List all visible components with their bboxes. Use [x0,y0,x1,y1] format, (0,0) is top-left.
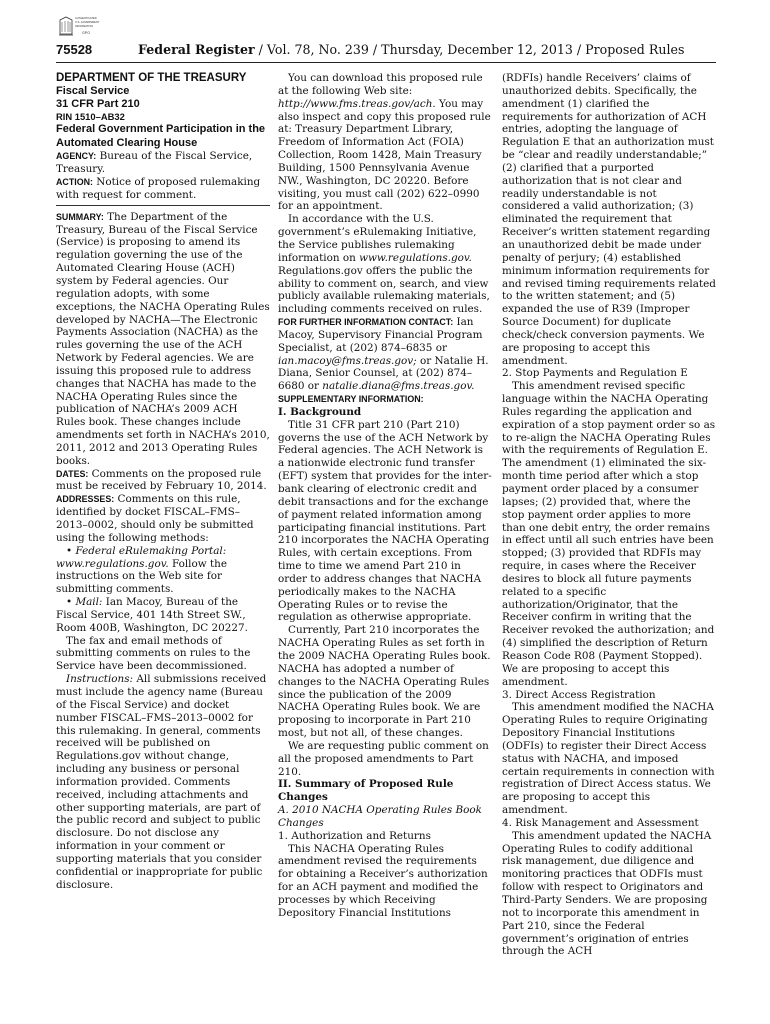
contact-text: Ian Macoy, Supervisory Financial Program Specialist, at (202) 874–6835 or [278,316,483,354]
summary-label: SUMMARY: [56,211,104,222]
item-1-paragraph: This NACHA Operating Rules amendment revised the requirements for obtaining a Receiver’s authorization for an ACH payment and modified the processes by which Receiving Depository Financial Institutions [278,842,488,919]
register-name: Federal Register [138,42,255,57]
summary-changes-heading: II. Summary of Proposed Rule Changes [278,778,454,804]
page-number: 75528 [56,42,93,57]
erulemaking-text-rest: Regulations.gov offers the public the ability to comment on, search, and view publicly available rulemaking materials, including comments received on rules. [278,264,490,316]
download-paragraph [278,72,492,213]
instructions-text: All submissions received must include the agency name (Bureau of the Fiscal Service) and docket number FISCAL–FMS–2013–0002 for this rulemaking. In general, comments received will be published on Regulations.gov without change, including any business or personal information provided. Comments received, including attachments and other supporting materials, are part of the public record and subject to public disclosure. Do not disclose any information in your comment or supporting materials that you consider confidential or inappropriate for public disclosure. [56,673,267,891]
dates-label: DATES: [56,468,89,479]
item-3-paragraph: This amendment modified the NACHA Operating Rules to require Originating Depository Financial Institutions (ODFIs) to register their Direct Access status with NACHA, and imposed certain requirements in connection with registration of Direct Access status. We are proposing to accept this amendment. [502,701,715,817]
gpo-seal-icon [56,14,102,38]
addresses-label: ADDRESSES: [56,494,115,505]
addresses-text: Comments on this rule, identified by docket FISCAL–FMS–2013–0002, should only be submitted using the following methods: [56,493,254,544]
column-3 [502,72,716,958]
mail-bullet: • Mail: Ian Macoy, Bureau of the Fiscal Service, 401 14th Street SW., Room 400B, Washington, DC 20227. [56,596,248,634]
agency-paragraph [56,150,270,176]
contact-paragraph [278,316,492,393]
logo-text-information: INFORMATION [75,25,93,28]
item-1-heading: 1. Authorization and Returns [278,829,431,842]
download-text-rest: You may also inspect and copy this proposed rule at: Treasury Department Library, Freedom of Information Act (FOIA) Collection, Room 1428, Main Treasury Building, 1500 Pennsylvania Avenue NW., Washington, DC 20220. Before visiting, you must call (202) 622–0990 for an appointment. [278,97,491,213]
action-paragraph [56,176,270,202]
erulemaking-text: In accordance with the U.S. government’s eRulemaking Initiative, the Service publishes rulemaking information on [278,213,477,264]
rdfi-paragraph: (RDFIs) handle Receivers’ claims of unauthorized debits. Specifically, the amendment (1) clarified the requirements for authorization of ACH entries, adopting the language of Regulation E that an authorization must be “clear and readily understandable;” (2) clarified that a purported authorization that is not clear and readily understandable is not considered a valid authorization; (3) eliminated the requirement that Receiver’s written statement regarding an unauthorized debit be made under penalty of perjury; (4) established minimum information requirements for and revised timing requirements related to the written statement; and (5) expanded the use of R39 (Improper Source Document) for duplicate check/check conversion payments. We are proposing to accept this amendment. [502,72,716,367]
header-rule [56,62,716,63]
logo-text-gpo: GPO [82,31,90,35]
summary-text: The Department of the Treasury, Bureau of the Fiscal Service (Service) is proposing to amend its regulation governing the use of the Automated Clearing House (ACH) system by Federal agencies. Our regulation adopts, with some exceptions, the NACHA Operating Rules developed by NACHA—The Electronic Payments Association (NACHA) as the rules governing the use of the ACH Network by Federal agencies. We are issuing this proposed rule to address changes that NACHA has made to the NACHA Operating Rules since the publication of NACHA’s 2009 ACH Rules book. These changes include amendments set forth in NACHA’s 2010, 2011, 2012 and 2013 Operating Rules books. [56,210,270,467]
item-4-paragraph: This amendment updated the NACHA Operating Rules to codify additional risk management, due diligence and monitoring practices that ODFIs must follow with respect to Originators and Third-Party Senders. We are proposing not to incorporate this amendment in Part 210, since the Federal government’s origination of entries through the ACH [502,829,712,958]
rule-title: Federal Government Participation in the Automated Clearing House [56,123,266,149]
item-4-heading: 4. Risk Management and Assessment [502,816,699,829]
action-text: Notice of proposed rulemaking with request for comment. [56,176,261,201]
item-2-heading: 2. Stop Payments and Regulation E [502,367,688,380]
instructions-paragraph [56,673,270,891]
instructions-label: Instructions: [66,673,134,686]
agency-text: Bureau of the Fiscal Service, Treasury. [56,150,253,176]
diana-email-link[interactable]: natalie.diana@fms.treas.gov. [322,380,475,393]
supplementary-label: SUPPLEMENTARY INFORMATION: [278,394,424,405]
section-divider [56,205,270,206]
contact-text-rest: or Natalie H. Diana, Senior Counsel, at (202) 874–6680 or [278,354,489,393]
item-3-heading: 3. Direct Access Registration [502,688,656,701]
logo-text-authenticated: AUTHENTICATED [75,17,97,20]
service-heading: Fiscal Service [56,84,130,97]
portal-label: Federal eRulemaking Portal: www.regulations.gov. [56,544,227,570]
mail-label: Mail: [75,596,103,609]
regulations-gov-link[interactable]: www.regulations.gov. [359,251,472,264]
summary-paragraph [56,211,270,468]
fax-paragraph: The fax and email methods of submitting comments on rules to the Service have been decommissioned. [56,634,251,673]
agency-label: AGENCY: [56,151,97,162]
issue-details: / Vol. 78, No. 239 / Thursday, December 12, 2013 / Proposed Rules [254,42,685,57]
rin-number: RIN 1510–AB32 [56,110,125,122]
column-1 [56,72,270,891]
background-paragraph-3: We are requesting public comment on all the proposed amendments to Part 210. [278,739,489,778]
register-issue-line [138,42,684,57]
background-paragraph-1: Title 31 CFR part 210 (Part 210) governs the use of the ACH Network by Federal agencies. The ACH Network is a nationwide electronic fund transfer (EFT) system that provides for the inter-bank clearing of electronic credit and debit transactions and for the exchange of payment related information among participating financial institutions. Part 210 incorporates the NACHA Operating Rules, with certain exceptions. From time to time we amend Part 210 in order to address changes that NACHA periodically makes to the NACHA Operating Rules or to revise the regulation as otherwise appropriate. [278,418,492,624]
dates-text: Comments on the proposed rule must be received by February 10, 2014. [56,467,267,493]
cfr-heading: 31 CFR Part 210 [56,97,140,110]
fms-url-link[interactable]: http://www.fms.treas.gov/ach. [278,97,436,110]
subsection-a-heading: A. 2010 NACHA Operating Rules Book Changes [278,804,482,829]
column-2 [278,72,492,920]
logo-text-government: U.S. GOVERNMENT [75,21,100,24]
portal-text: Follow the instructions on the Web site for submitting comments. [56,557,227,596]
department-heading: DEPARTMENT OF THE TREASURY [56,72,247,84]
erulemaking-paragraph [278,213,492,316]
supplementary-paragraph [278,393,492,406]
portal-bullet: • Federal eRulemaking Portal: www.regulations.gov. Follow the instructions on the Web site for submitting comments. [56,544,227,596]
gpo-authenticated-logo [56,14,102,38]
mail-text: Ian Macoy, Bureau of the Fiscal Service, 401 14th Street SW., Room 400B, Washington, DC 20227. [56,596,248,634]
item-2-paragraph: This amendment revised specific language within the NACHA Operating Rules regarding the application and expiration of a stop payment order so as to re-align the NACHA Operating Rules with the requirements of Regulation E. The amendment (1) eliminated the six-month time period after which a stop payment order placed by a consumer lapses; (2) provided that, where the stop payment order applies to more than one debit entry, the order remains in effect until all such entries have been stopped; (3) provided that RDFIs may require, in cases where the Receiver desires to block all future payments related to a specific authorization/Originator, that the Receiver confirm in writing that the Receiver revoked the authorization; and (4) simplified the description of Return Reason Code R08 (Payment Stopped). We are proposing to accept this amendment. [502,380,716,688]
background-heading: I. Background [278,405,362,418]
action-label: ACTION: [56,177,93,188]
macoy-email-link[interactable]: ian.macoy@fms.treas.gov; [278,354,417,367]
contact-label: FOR FURTHER INFORMATION CONTACT: [278,317,454,328]
download-text: You can download this proposed rule at the following Web site: [278,72,483,97]
dates-paragraph [56,468,270,494]
addresses-paragraph [56,493,270,544]
background-paragraph-2: Currently, Part 210 incorporates the NACHA Operating Rules as set forth in the 2009 NACHA Operating Rules book. NACHA has adopted a number of changes to the NACHA Operating Rules since the publication of the 2009 NACHA Operating Rules book. We are proposing to incorporate in Part 210 most, but not all, of these changes. [278,624,491,740]
